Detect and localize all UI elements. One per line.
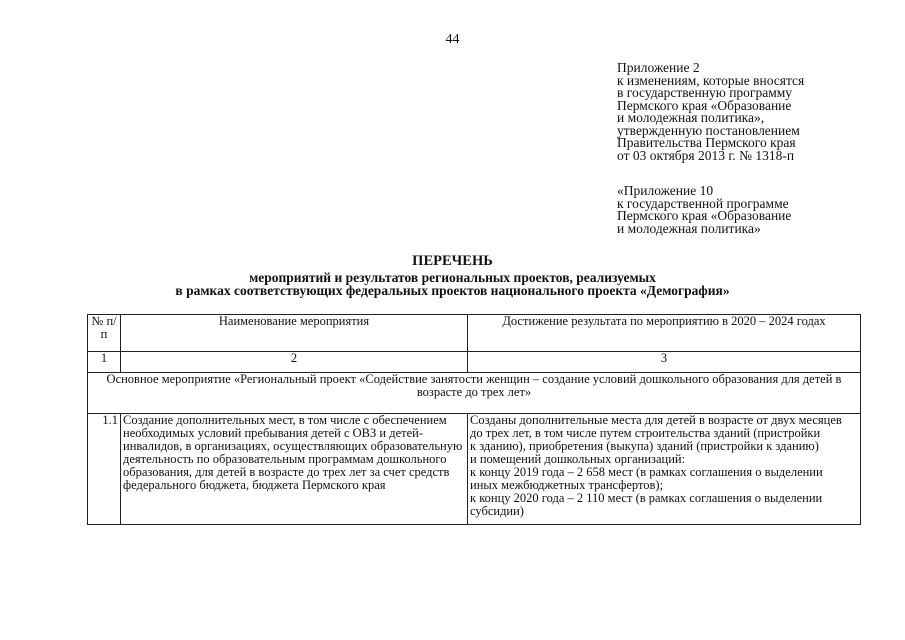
section-row <box>88 373 861 414</box>
table-row <box>88 414 861 525</box>
appendix-10-line: и молодежная политика» <box>617 220 761 236</box>
document-title: ПЕРЕЧЕНЬ <box>412 253 493 269</box>
subtitle-line: мероприятий и результатов региональных проектов, реализуемых <box>249 270 656 285</box>
section-title: Основное мероприятие «Региональный проект «Содействие занятости женщин – создание условий дошкольного образования для детей в возрасте до трех лет» <box>88 373 861 414</box>
appendix-10-line: к государственной программе <box>617 195 789 211</box>
page-number: 44 <box>445 32 460 47</box>
result-line: и помещений дошкольных организаций: <box>470 452 686 466</box>
row-measure-name: Создание дополнительных мест, в том числе с обеспечением необходимых условий пребывания детей с ОВЗ и детей-инвалидов, в организациях, осуществляющих образовательную деятельность по образовательным программам дошкольного образования, для детей в возрасте до трех лет за счет средств федерального бюджета, бюджета Пермского края <box>121 414 468 525</box>
header-measure-name: Наименование мероприятия <box>121 315 468 352</box>
appendix-2-note <box>617 62 804 162</box>
appendix-2-line: и молодежная политика», <box>617 110 765 125</box>
result-line: до трех лет, в том числе путем строительства зданий (пристройки <box>470 426 821 440</box>
result-line: Созданы дополнительные места для детей в возрасте от двух месяцев <box>470 413 842 427</box>
measures-table <box>87 314 861 525</box>
column-number: 2 <box>121 352 468 373</box>
appendix-10-note <box>617 185 791 235</box>
appendix-2-line: утвержденную постановлением <box>617 122 800 138</box>
header-number: № п/п <box>88 315 121 352</box>
header-result: Достижение результата по мероприятию в 2020 – 2024 годах <box>468 315 861 352</box>
row-code: 1.1 <box>88 414 121 525</box>
result-line: к концу 2019 года – 2 658 мест (в рамках соглашения о выделении <box>470 465 823 479</box>
appendix-2-line: к изменениям, которые вносятся <box>617 72 805 88</box>
result-line: к зданию), приобретения (выкупа) зданий (пристройки к зданию) <box>470 439 819 453</box>
appendix-10-line: «Приложение 10 <box>617 183 714 198</box>
result-line: к концу 2020 года – 2 110 мест (в рамках соглашения о выделении <box>470 491 823 505</box>
appendix-2-line: Правительства Пермского края <box>617 135 796 150</box>
table-header-row <box>88 315 861 352</box>
column-number: 3 <box>468 352 861 373</box>
row-result <box>468 414 861 525</box>
column-number-row <box>88 352 861 373</box>
appendix-2-line: Пермского края «Образование <box>617 97 792 113</box>
column-number: 1 <box>88 352 121 373</box>
subtitle-line: в рамках соответствующих федеральных проектов национального проекта «Демография» <box>175 283 730 298</box>
document-subtitle <box>0 271 905 297</box>
result-line: иных межбюджетных трансфертов); <box>470 478 664 492</box>
appendix-2-line: Приложение 2 <box>617 60 700 75</box>
appendix-2-line: в государственную программу <box>617 85 793 100</box>
appendix-10-line: Пермского края «Образование <box>617 208 792 223</box>
appendix-2-line: от 03 октября 2013 г. № 1318-п <box>617 147 795 163</box>
result-line: субсидии) <box>470 504 524 518</box>
